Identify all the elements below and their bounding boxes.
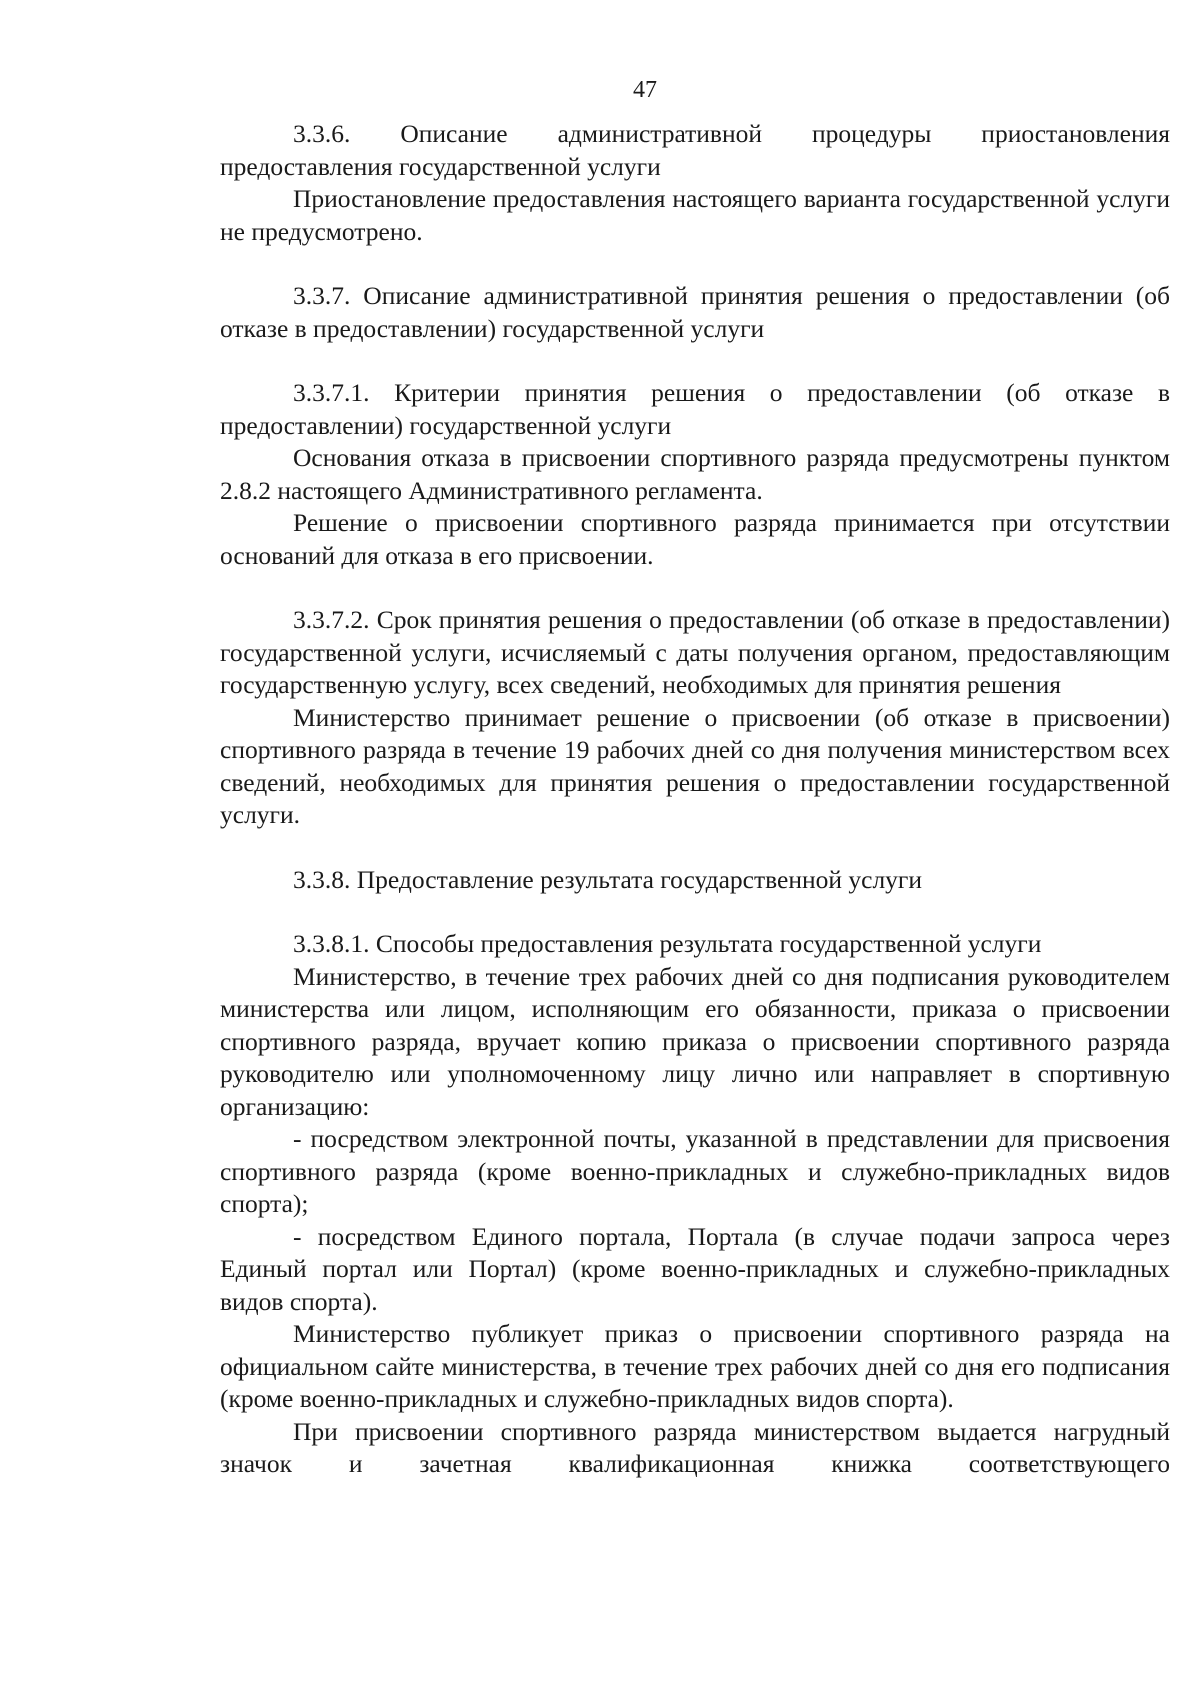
section-heading-3-3-6: 3.3.6. Описание административной процедуры приостановления предоставления государственной услуги [220, 119, 1170, 181]
paragraph: Министерство принимает решение о присвоении (об отказе в присвоении) спортивного разряда в течение 19 рабочих дней со дня получения министерством всех сведений, необходимых для принятия решения о предоставлении государственной услуги. [220, 702, 1170, 829]
page-number: 47 [633, 77, 657, 103]
document-body [220, 118, 1170, 1481]
section-heading-3-3-7-1: 3.3.7.1. Критерии принятия решения о предоставлении (об отказе в предоставлении) государственной услуги [220, 378, 1170, 440]
section-heading-3-3-8: 3.3.8. Предоставление результата государственной услуги [293, 864, 923, 894]
spacer [220, 832, 1170, 864]
paragraph-continued: При присвоении спортивного разряда министерством выдается нагрудный значок и зачетная квалификационная книжка соответствующего [220, 1416, 1170, 1478]
list-item: - посредством Единого портала, Портала (в случае подачи запроса через Единый портал или Портал) (кроме военно-прикладных и служебно-прикладных видов спорта). [220, 1221, 1170, 1316]
section-heading-3-3-8-1: 3.3.8.1. Способы предоставления результата государственной услуги [293, 929, 1042, 958]
paragraph: Министерство, в течение трех рабочих дней со дня подписания руководителем министерства или лицом, исполняющим его обязанности, приказа о присвоении спортивного разряда, вручает копию приказа о присвоении спортивного разряда руководителю или уполномоченному лицу лично или направляет в спортивную организацию: [220, 961, 1170, 1121]
paragraph: Основания отказа в присвоении спортивного разряда предусмотрены пунктом 2.8.2 настоящего Административного регламента. [220, 443, 1170, 505]
spacer [220, 572, 1170, 604]
paragraph: Решение о присвоении спортивного разряда принимается при отсутствии оснований для отказа в его присвоении. [220, 508, 1170, 570]
paragraph: Министерство публикует приказ о присвоении спортивного разряда на официальном сайте министерства, в течение трех рабочих дней со дня его подписания (кроме военно-прикладных и служебно-прикладных видов спорта). [220, 1319, 1170, 1413]
section-heading-3-3-7-2: 3.3.7.2. Срок принятия решения о предоставлении (об отказе в предоставлении) государственной услуги, исчисляемый с даты получения органом, предоставляющим государственную услугу, всех сведений, необходимых для принятия решения [220, 605, 1170, 699]
section-heading-3-3-7: 3.3.7. Описание административной принятия решения о предоставлении (об отказе в предоставлении) государственной услуги [220, 281, 1170, 343]
list-item: - посредством электронной почты, указанной в представлении для присвоения спортивного разряда (кроме военно-прикладных и служебно-прикладных видов спорта); [220, 1124, 1170, 1218]
spacer [220, 896, 1170, 928]
spacer [220, 345, 1170, 377]
paragraph: Приостановление предоставления настоящего варианта государственной услуги не предусмотрено. [220, 184, 1170, 246]
spacer [220, 248, 1170, 280]
